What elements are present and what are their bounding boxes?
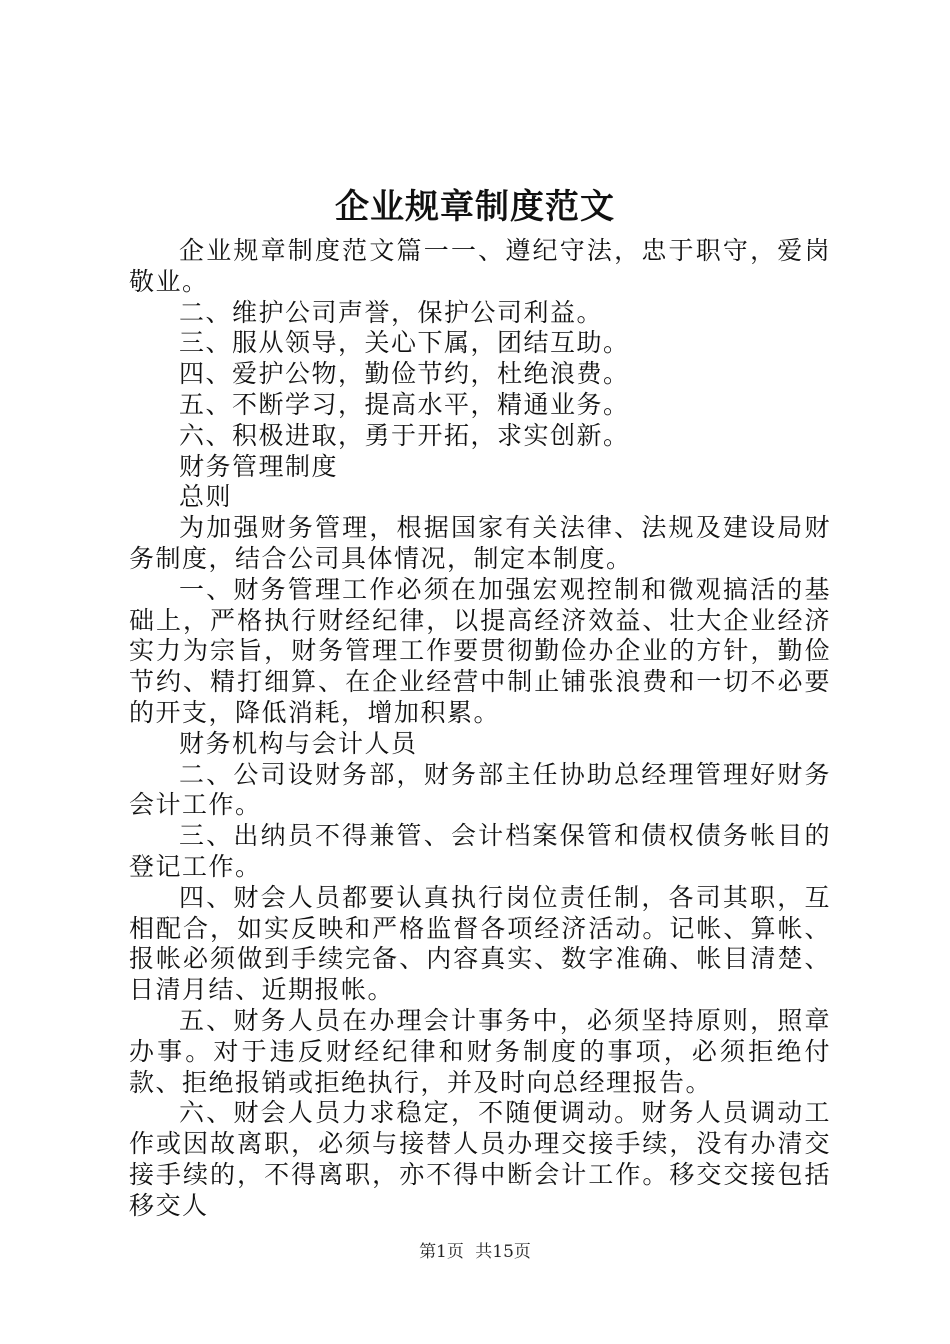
document-body — [129, 236, 831, 1222]
paragraph: 六、财会人员力求稳定，不随便调动。财务人员调动工作或因故离职，必须与接替人员办理交接手续，没有办清交接手续的，不得离职，亦不得中断会计工作。移交交接包括移交人 — [129, 1098, 831, 1220]
paragraph: 二、维护公司声誉，保护公司利益。 — [179, 297, 604, 327]
page-footer — [0, 1240, 950, 1264]
paragraph: 三、出纳员不得兼管、会计档案保管和债权债务帐目的登记工作。 — [129, 821, 831, 881]
section-heading: 总则 — [179, 482, 233, 512]
paragraph: 一、财务管理工作必须在加强宏观控制和微观搞活的基础上，严格执行财经纪律，以提高经济效益、壮大企业经济实力为宗旨，财务管理工作要贯彻勤俭办企业的方针，勤俭节约、精打细算、在企业经营中制止铺张浪费和一切不必要的开支，降低消耗，增加积累。 — [129, 574, 831, 727]
paragraph: 六、积极进取，勇于开拓，求实创新。 — [179, 420, 630, 450]
section-heading: 财务机构与会计人员 — [179, 728, 418, 758]
total-pages: 共15页 — [475, 1242, 531, 1262]
document-title: 企业规章制度范文 — [335, 187, 615, 227]
paragraph: 五、不断学习，提高水平，精通业务。 — [179, 389, 630, 419]
paragraph: 四、爱护公物，勤俭节约，杜绝浪费。 — [179, 359, 630, 389]
paragraph: 二、公司设财务部，财务部主任协助总经理管理好财务会计工作。 — [129, 759, 831, 820]
paragraph: 四、财会人员都要认真执行岗位责任制，各司其职，互相配合，如实反映和严格监督各项经济活动。记帐、算帐、报帐必须做到手续完备、内容真实、数字准确、帐目清楚、日清月结、近期报帐。 — [129, 882, 831, 1005]
paragraph: 五、财务人员在办理会计事务中，必须坚持原则，照章办事。对于违反财经纪律和财务制度的事项，必须拒绝付款、拒绝报销或拒绝执行，并及时向总经理报告。 — [129, 1005, 831, 1097]
paragraph: 企业规章制度范文篇一一、遵纪守法，忠于职守，爱岗敬业。 — [129, 236, 831, 296]
section-heading: 财务管理制度 — [179, 451, 339, 481]
paragraph: 为加强财务管理，根据国家有关法律、法规及建设局财务制度，结合公司具体情况，制定本制度。 — [129, 513, 831, 573]
paragraph: 三、服从领导，关心下属，团结互助。 — [179, 328, 630, 358]
page-number: 第1页 — [419, 1242, 464, 1262]
